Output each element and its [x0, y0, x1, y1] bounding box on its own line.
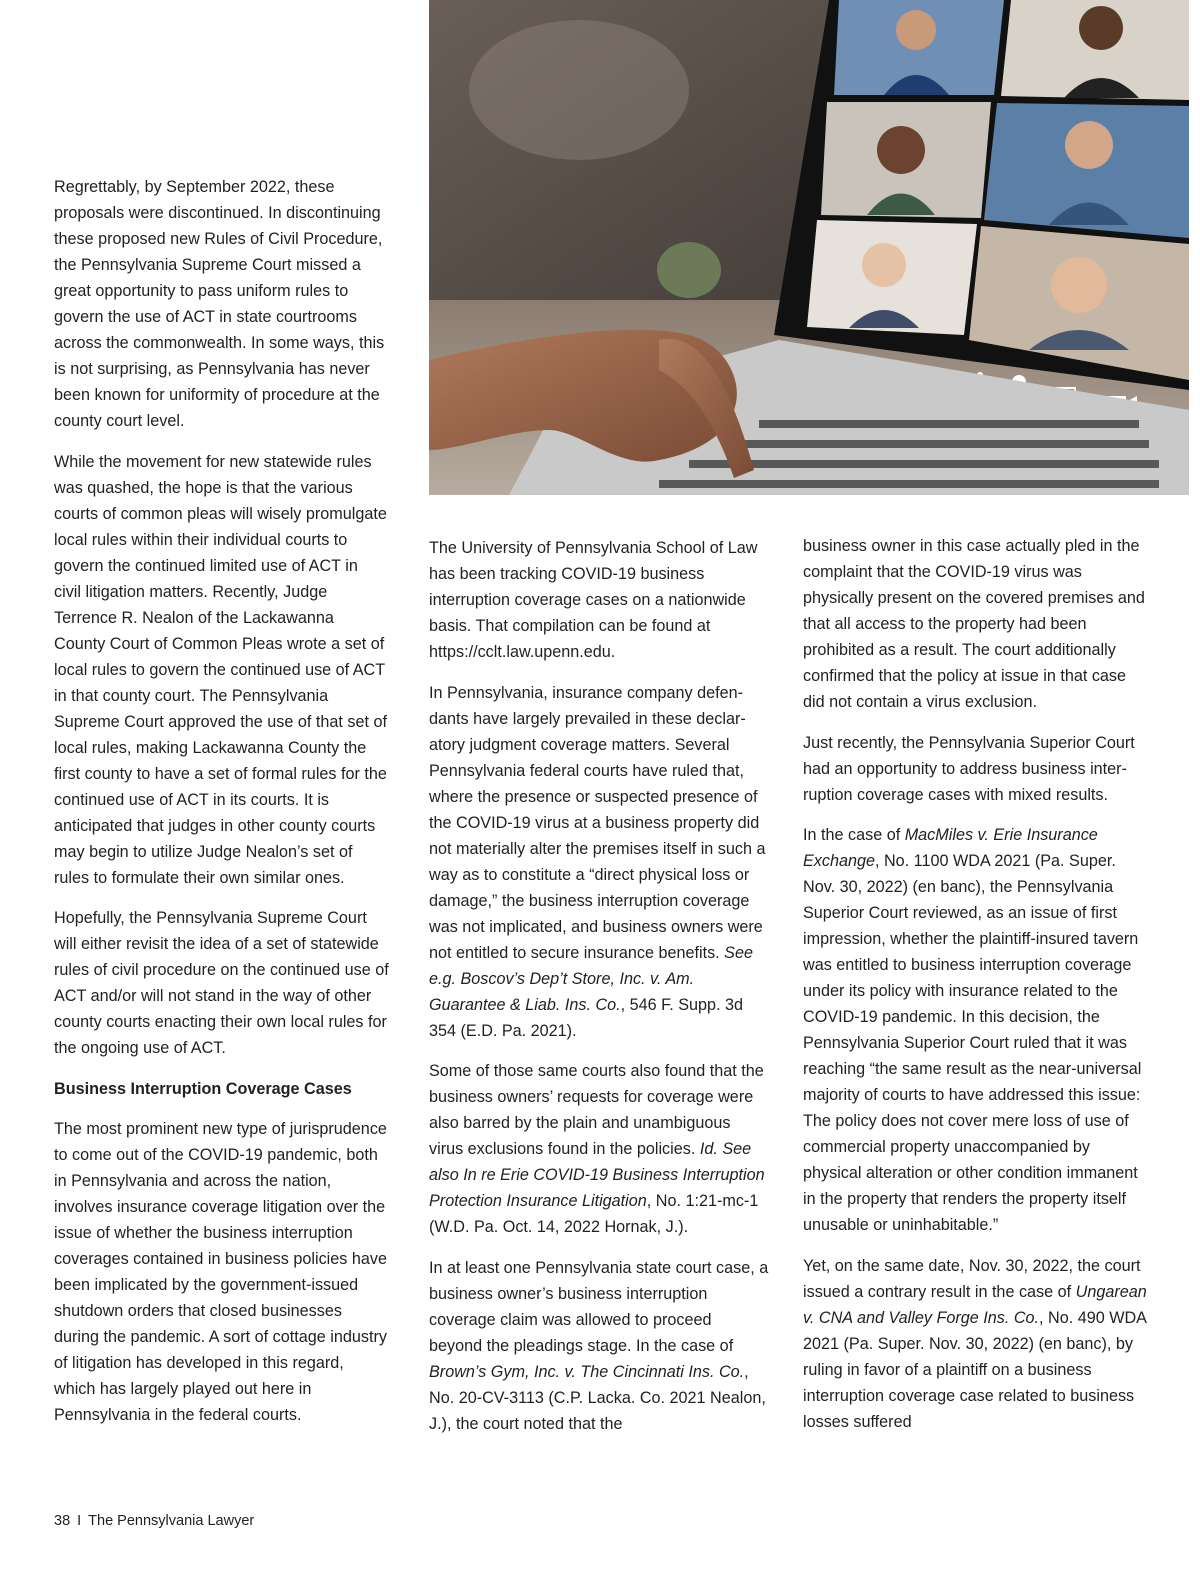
- paragraph: [429, 1255, 769, 1437]
- paragraph-text: In Pennsylvania, insurance company defendants have largely prevailed in these declaratory judgment coverage matters. Several Pennsylvania federal courts have ruled that, where the presence or suspected presence of the COVID-19 virus at a business property did not materially alter the premises itself in such a way as to constitute a “direct physical loss or damage,” the business interruption coverage was not implicated, and business owners were not entitled to secure insurance benefits.: [429, 683, 766, 962]
- paragraph: Just recently, the Pennsylvania Superior Court had an opportunity to address business interruption coverage cases with mixed results.: [803, 733, 1135, 804]
- page-footer: [54, 1512, 254, 1530]
- paragraph: [803, 1253, 1148, 1435]
- paragraph-text: , No. 490 WDA 2021 (Pa. Super. Nov. 30, 2022) (en banc), by ruling in favor of a plaintiff on a business interruption coverage case related to business losses suffered: [803, 1308, 1147, 1431]
- footer-separator: I: [77, 1513, 82, 1529]
- paragraph: The University of Pennsylvania School of Law has been tracking COVID-19 business interruption coverage cases on a nationwide basis. That compilation can be found at https://cclt.law.upenn.edu.: [429, 539, 758, 661]
- text-column-3: [803, 533, 1148, 1449]
- text-column-1: [54, 174, 389, 1443]
- paragraph: [429, 680, 769, 1044]
- case-citation: Id. See also In re Erie COVID-19 Business Interruption Protection Insurance Litigation: [429, 1140, 765, 1210]
- video-tiles: [807, 0, 1189, 380]
- case-citation: Brown’s Gym, Inc. v. The Cincinnati Ins. Co.: [429, 1362, 745, 1381]
- paragraph: [429, 1058, 769, 1240]
- paragraph-text: Yet, on the same date, Nov. 30, 2022, the court issued a contrary result in the case of: [803, 1256, 1141, 1301]
- paragraph-text: , 546 F. Supp. 3d 354 (E.D. Pa. 2021).: [429, 995, 744, 1040]
- page-number: 38: [54, 1513, 71, 1529]
- case-citation: See e.g. Boscov’s Dep’t Store, Inc. v. Am. Guarantee & Liab. Ins. Co.: [429, 943, 753, 1014]
- paragraph-text: , No. 1:21-mc-1 (W.D. Pa. Oct. 14, 2022 Hornak, J.).: [429, 1192, 759, 1236]
- paragraph-text: In the case of: [803, 826, 905, 844]
- case-citation: MacMiles v. Erie Insurance Exchange: [803, 826, 1098, 870]
- section-heading: Business Interruption Coverage Cases: [54, 1079, 352, 1098]
- paragraph-text: , No. 1100 WDA 2021 (Pa. Super. Nov. 30, 2022) (en banc), the Pennsylvania Superior Court reviewed, as an issue of first impression, whether the plaintiff-insured tavern was entitled to business interruption coverage under its policy with insurance related to the COVID-19 pandemic. In this decision, the Pennsylvania Superior Court ruled that it was reaching “the same result as the near-universal majority of courts to have addressed this issue: The policy does not cover mere loss of use of commercial property unaccompanied by physical alteration or other condition immanent in the property that renders the property itself unusable or uninhabitable.”: [803, 852, 1142, 1234]
- paragraph: Hopefully, the Pennsylvania Supreme Court will either revisit the idea of a set of statewide rules of civil procedure on the continued use of ACT and/or will not stand in the way of other county courts enacting their own local rules for the ongoing use of ACT.: [54, 909, 389, 1057]
- paragraph-text: In at least one Pennsylvania state court case, a business owner’s business interruption coverage claim was allowed to proceed beyond the pleadings stage. In the case of: [429, 1258, 769, 1355]
- case-citation: Ungarean v. CNA and Valley Forge Ins. Co.: [803, 1282, 1147, 1327]
- paragraph-text: , No. 20-CV-3113 (C.P. Lacka. Co. 2021 Nealon, J.), the court noted that the: [429, 1362, 766, 1433]
- paragraph: business owner in this case actually pled in the complaint that the COVID-19 virus was physically present on the covered premises and that all access to the property had been prohibited as a result. The court additionally confirmed that the policy at issue in that case did not contain a virus exclusion.: [803, 537, 1145, 711]
- paragraph: While the movement for new statewide rules was quashed, the hope is that the various courts of common pleas will wisely promulgate local rules within their individual courts to govern the continued limited use of ACT in civil litigation matters. Recently, Judge Terrence R. Nealon of the Lackawanna County Court of Common Pleas wrote a set of local rules to govern the continued use of ACT in that county court. The Pennsylvania Supreme Court approved the use of that set of local rules, making Lackawanna County the first county to have a set of formal rules for the continued use of ACT in its courts. It is anticipated that judges in other county courts may begin to utilize Judge Nealon’s set of rules to formulate their own similar ones.: [54, 452, 387, 887]
- publication-name: The Pennsylvania Lawyer: [88, 1513, 255, 1529]
- paragraph: [803, 822, 1148, 1238]
- video-conference-photo: [429, 0, 1189, 495]
- text-column-2: [429, 535, 769, 1451]
- paragraph: Regrettably, by September 2022, these proposals were discontinued. In discontinuing these proposed new Rules of Civil Procedure, the Pennsylvania Supreme Court missed a great opportunity to pass uniform rules to govern the use of ACT in state courtrooms across the commonwealth. In some ways, this is not surprising, as Pennsylvania has never been known for uniformity of procedure at the county court level.: [54, 178, 385, 430]
- paragraph: The most prominent new type of jurisprudence to come out of the COVID-19 pandemic, both in Pennsylvania and across the nation, involves insurance coverage litigation over the issue of whether the business interruption coverages contained in business policies have been implicated by the government-issued shutdown orders that closed businesses during the pandemic. A sort of cottage industry of litigation has developed in this regard, which has largely played out here in Pennsylvania in the federal courts.: [54, 1120, 387, 1424]
- paragraph-text: Some of those same courts also found that the business owners’ requests for coverage were also barred by the plain and unambiguous virus exclusions found in the policies.: [429, 1062, 764, 1158]
